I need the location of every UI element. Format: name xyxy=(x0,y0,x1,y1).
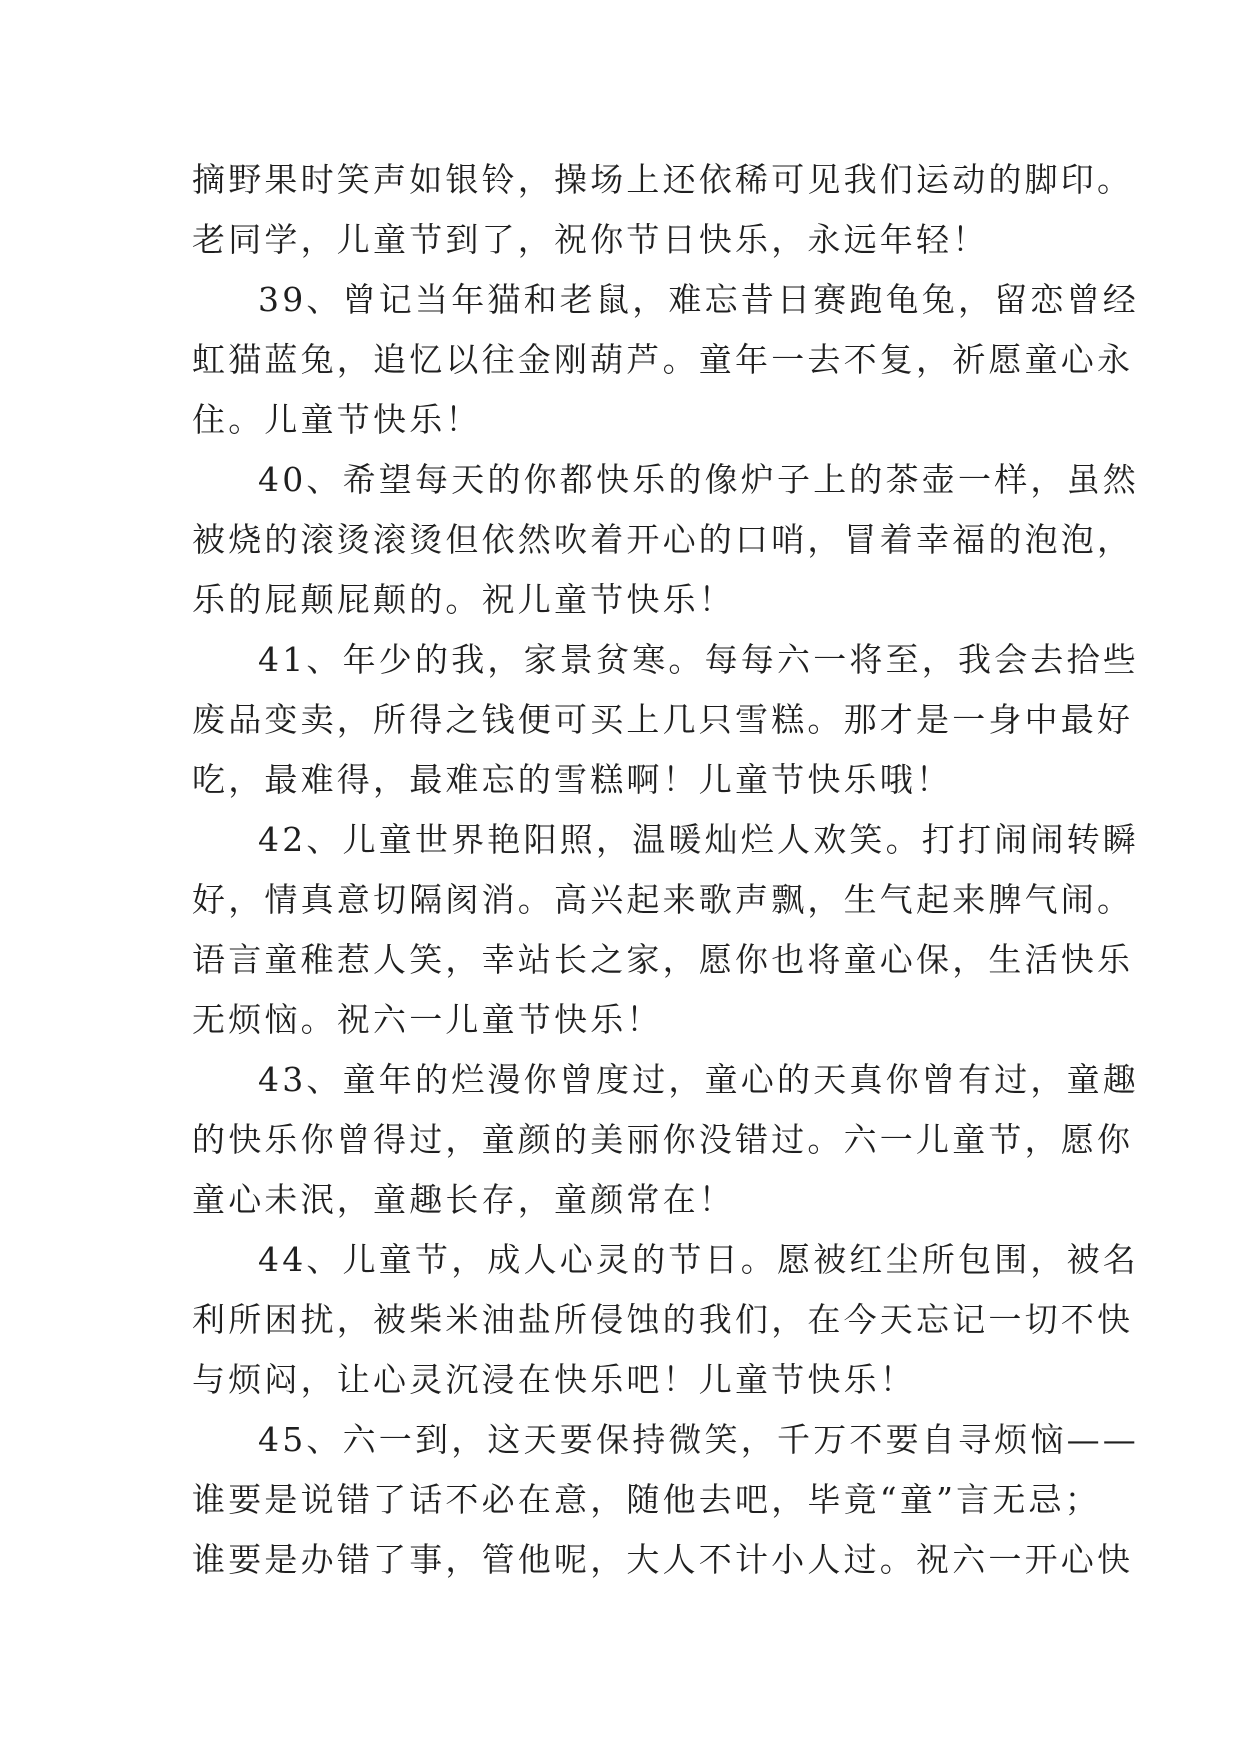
text-line: 39、曾记当年猫和老鼠，难忘昔日赛跑龟兔，留恋曾经 xyxy=(258,280,1139,319)
text-line: 废品变卖，所得之钱便可买上几只雪糕。那才是一身中最好 xyxy=(192,700,1134,739)
document-body xyxy=(192,150,1139,1590)
text-line: 住。儿童节快乐！ xyxy=(192,400,482,439)
text-line: 乐的屁颠屁颠的。祝儿童节快乐！ xyxy=(192,580,735,619)
text-line: 谁要是说错了话不必在意，随他去吧，毕竟“童”言无忌； xyxy=(192,1480,1101,1519)
text-line: 虹猫蓝兔，追忆以往金刚葫芦。童年一去不复，祈愿童心永 xyxy=(192,340,1134,379)
text-line: 的快乐你曾得过，童颜的美丽你没错过。六一儿童节，愿你 xyxy=(192,1120,1134,1159)
text-line: 45、六一到，这天要保持微笑，千万不要自寻烦恼—— xyxy=(258,1420,1139,1459)
text-line: 40、希望每天的你都快乐的像炉子上的茶壶一样，虽然 xyxy=(258,460,1139,499)
text-line: 摘野果时笑声如银铃，操场上还依稀可见我们运动的脚印。 xyxy=(192,160,1134,199)
text-line: 吃，最难得，最难忘的雪糕啊！儿童节快乐哦！ xyxy=(192,760,953,799)
text-line: 谁要是办错了事，管他呢，大人不计小人过。祝六一开心快 xyxy=(192,1540,1134,1579)
text-line: 利所困扰，被柴米油盐所侵蚀的我们，在今天忘记一切不快 xyxy=(192,1300,1134,1339)
text-line: 老同学，儿童节到了，祝你节日快乐，永远年轻！ xyxy=(192,220,989,259)
text-line: 43、童年的烂漫你曾度过，童心的天真你曾有过，童趣 xyxy=(258,1060,1139,1099)
text-line: 童心未泯，童趣长存，童颜常在！ xyxy=(192,1180,735,1219)
text-line: 被烧的滚烫滚烫但依然吹着开心的口哨，冒着幸福的泡泡， xyxy=(192,520,1134,559)
text-line: 与烦闷，让心灵沉浸在快乐吧！儿童节快乐！ xyxy=(192,1360,916,1399)
text-line: 41、年少的我，家景贫寒。每每六一将至，我会去拾些 xyxy=(258,640,1139,679)
text-line: 42、儿童世界艳阳照，温暖灿烂人欢笑。打打闹闹转瞬 xyxy=(258,820,1139,859)
text-line: 无烦恼。祝六一儿童节快乐！ xyxy=(192,1000,663,1039)
text-line: 44、儿童节，成人心灵的节日。愿被红尘所包围，被名 xyxy=(258,1240,1139,1279)
text-line: 语言童稚惹人笑，幸站长之家，愿你也将童心保，生活快乐 xyxy=(192,940,1134,979)
text-line: 好，情真意切隔阂消。高兴起来歌声飘，生气起来脾气闹。 xyxy=(192,880,1134,919)
